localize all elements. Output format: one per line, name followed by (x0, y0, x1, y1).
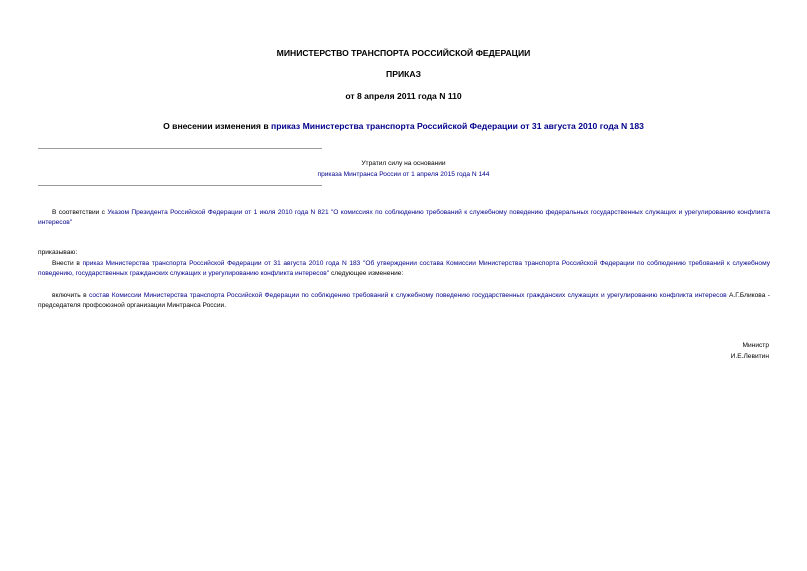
ministry-heading: МИНИСТЕРСТВО ТРАНСПОРТА РОССИЙСКОЙ ФЕДЕРАЦИИ (276, 48, 531, 58)
title-prefix: О внесении изменения в (163, 121, 272, 131)
status-line: Утратил силу на основании (361, 160, 446, 167)
divider-bottom (38, 185, 322, 186)
date-number-heading: от 8 апреля 2011 года N 110 (345, 91, 462, 101)
preamble-paragraph (38, 208, 770, 228)
signatory-name: И.Е.Левитин (730, 353, 769, 360)
doc-type-heading: ПРИКАЗ (386, 69, 421, 79)
clause-1-suffix: следующее изменение: (329, 269, 404, 277)
order-word: приказываю: (38, 249, 78, 256)
clause-1-prefix: Внести в (52, 260, 83, 267)
order-183-link[interactable]: приказ Министерства транспорта Российской Федерации от 31 августа 2010 года N 183 "Об утверждении состава Комиссии Министерства транспорта Российской Федерации по соблюдению требований к служебному поведению, государственных гражданских служащих и урегулированию конфликта интересов" (38, 260, 771, 277)
repeal-order-link[interactable]: приказа Минтранса России от 1 апреля 2015 года N 144 (317, 171, 490, 178)
title-order-link[interactable]: приказ Министерства транспорта Российской Федерации от 31 августа 2010 года N 183 (271, 121, 644, 131)
clause-2-prefix: включить в (52, 292, 89, 299)
preamble-prefix: В соответствии с (52, 209, 108, 216)
clause-1-paragraph (38, 259, 770, 279)
presidential-decree-link[interactable]: Указом Президента Российской Федерации от 1 июля 2010 года N 821 "О комиссиях по соблюдению требований к служебному поведению федеральных государственных служащих и урегулированию конфликта интересов" (38, 209, 771, 226)
commission-composition-link[interactable]: состав Комиссии Министерства транспорта Российской Федерации по соблюдению требований к служебному поведению государственных гражданских служащих и урегулированию конфликта интересов (88, 292, 727, 299)
divider-top (38, 148, 322, 149)
signatory-position: Министр (742, 342, 769, 349)
clause-2-suffix: А.Г.Бликова - председателя профсоюзной организации Минтранса России. (38, 292, 770, 309)
document-title (0, 121, 807, 131)
clause-2-paragraph (38, 291, 770, 311)
